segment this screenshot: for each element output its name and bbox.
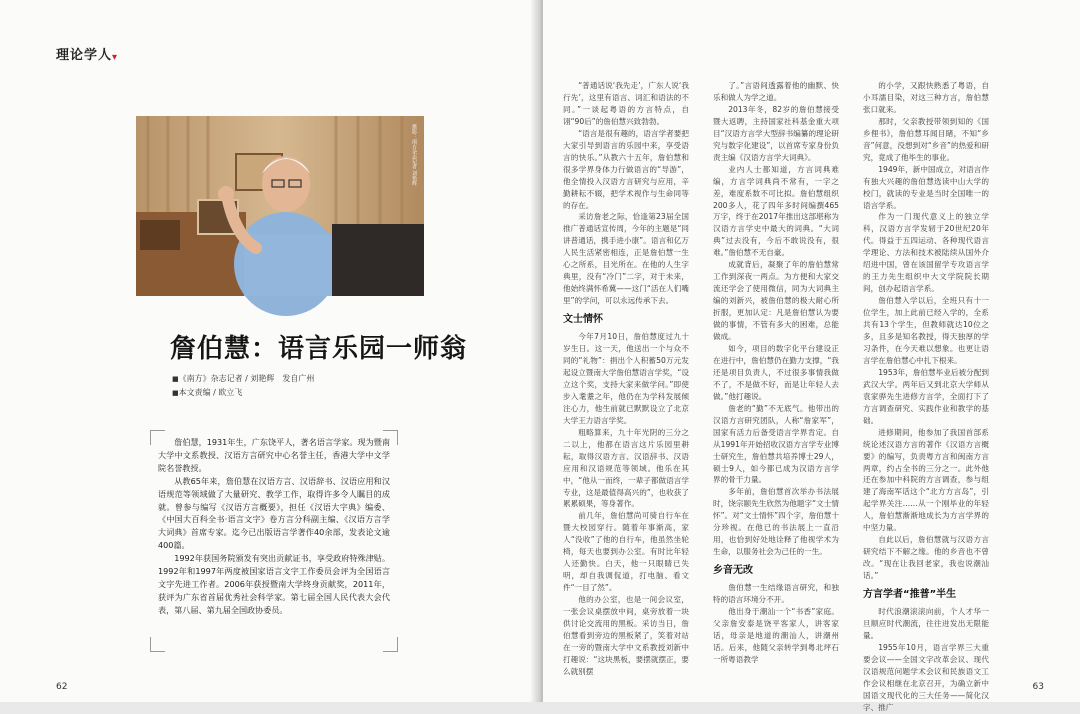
text-column [863, 80, 989, 712]
section-heading: 乡音无改 [713, 565, 753, 577]
corner-bracket-icon [150, 637, 165, 652]
body-paragraph: 粗略算来，九十年光阴的三分之二以上，他都在语言这片乐园里耕耘，取得汉语方言、汉语辞书、汉语应用和汉语规范等领域。他乐在其中，“他从一而终，一辈子都做语言学专业，这是最值得高兴的”，也收获了累累硕果，等身著作。 [563, 427, 689, 509]
body-paragraph: 1955年10月，语言学界三大重要会议——全国文字改革会议、现代汉语规范问题学术会议和民族语文工作会议相继在北京召开，为确立新中国语文现代化的三大任务——简化汉字、推广 [863, 642, 989, 712]
page-number-left: 62 [56, 682, 68, 692]
page-number-right: 63 [1032, 682, 1044, 692]
body-paragraph: 作为一门现代意义上的独立学科，汉语方言学发轫于20世纪20年代。得益于五四运动、各种现代语言学理论、方法和技术被陆续从国外介绍进中国，曾在该国留学专攻语言学的王力先生组织中大文学院院长期间，创办起语言学系。 [863, 212, 989, 294]
article-title: 詹伯慧：语言乐园一师翁 [170, 334, 468, 364]
body-paragraph: 前几年，詹伯慧尚可骑自行车在暨大校园穿行。随着年事渐高，家人“没收”了他的自行车，他虽然坐轮椅，每天也要到办公室。有时比年轻人还勤快。白天，他一只眼睛已失明，却自我调侃道，打电脑、看文件“一目了然”。 [563, 511, 689, 593]
body-paragraph: 多年前，詹伯慧首次举办书法展时，饶宗颐先生欣然为他题字“文士情怀”。对“文士情怀”四个字，詹伯慧十分珍视。在他已的书法展上一直沿用，也恰到好处地诠释了他视学术为生命，以服务社会为己任的一生。 [713, 487, 839, 557]
byline [172, 372, 314, 400]
photo-caption: 摄影：南方杂志记者 刘艳辉 [411, 124, 417, 186]
body-paragraph: 如今，项目的数字化平台建设正在进行中，詹伯慧仍在勤力支撑，“我还是项目负责人，不过很多事情我做不了，不是做不好，而是让年轻人去做。”他打趣说。 [713, 343, 839, 401]
byline-editor: 本文责编 / 欧立飞 [178, 388, 243, 397]
text-column [563, 80, 689, 676]
left-page [0, 0, 538, 702]
body-paragraph: 了。”言语间透露着他的幽默、快乐和做人为学之道。 [713, 81, 839, 102]
section-heading: 方言学者“推普”半生 [863, 589, 957, 601]
body-paragraph: 詹伯慧入学以后，全班只有十一位学生，加上此前已经入学的，全系共有13个学生，但教师就达10位之多，且多是知名教授，得天独厚的学习条件，在今天难以想象。也更让语言学在詹伯慧心中扎下根来。 [863, 296, 989, 365]
body-paragraph: 今年7月10日，詹伯慧度过九十岁生日。这一天，他送出一个与众不同的“礼物”：捐出个人积蓄50万元发起设立暨南大学詹伯慧语言学奖，“设立这个奖，支持大家来做学问。”即使步入耄耋之年，他仍在为学科发展倾注心力，他生前就已默默设立了北京大学王力语言学奖。 [563, 332, 689, 425]
corner-bracket-icon [383, 430, 398, 445]
body-paragraph: 的小学，又跟快熟悉了粤语，自小耳濡目染，对这三种方言，詹伯慧张口就来。 [863, 81, 989, 114]
square-bullet-icon: ■ [172, 375, 179, 383]
body-paragraph: “语言是很有趣的，语言学者要把大家引导到语言的乐园中来，享受语言的快乐。”从教六十五年，詹伯慧和很多学界身体力行做语言的“导游”，他全情投入汉语方言研究与应用，辛勤耕耘不辍，把学术视作与生命同等的存在。 [563, 128, 689, 210]
portrait-photo [136, 116, 424, 296]
section-tag: 理论学人▾ [56, 48, 119, 63]
section-mark-icon: ▾ [112, 52, 119, 63]
bio-paragraph: 1992年获国务院颁发有突出贡献证书，享受政府特殊津贴。1992年和1997年两度被国家语言文字工作委员会评为全国语言文字先进工作者。2006年获授暨南大学终身贡献奖，2011年，获评为广东省首届优秀社会科学家。第七届全国人民代表大会代表，第八届、第九届全国政协委员。 [158, 553, 390, 615]
body-paragraph: 2013年冬，82岁的詹伯慧接受暨大返聘，主持国家社科基金重大项目“汉语方言学大型辞书编纂的理论研究与数字化建设”，以首席专家身份负责主编《汉语方言学大词典》。 [713, 104, 839, 162]
body-paragraph: 自此以后，詹伯慧就与汉语方言研究结下不解之缘。他的乡音也不曾改。“现在让我回老家，我也说潮汕话。” [863, 535, 989, 581]
right-page [543, 0, 1080, 712]
body-paragraph: 业内人士都知道，方言词典难编，方言学词典尚不常有，一字之差，难度系数不可比拟。詹伯慧组织200多人，花了四年多时间编撰465万字，终于在2017年推出这部堪称为汉语方言学史中最大的词典。“大词典”过去没有，今后不敢说没有，很难。”詹伯慧不无自豪。 [713, 164, 839, 258]
body-paragraph: 那时，父亲教授带领到知的《国乡俚书》，詹伯慧耳闻目睹，不知“乡音”何意，没想到对“乡音”的热爱和研究，竟成了他毕生的事业。 [863, 116, 989, 162]
bio-paragraph: 从教65年来，詹伯慧在汉语方言、汉语辞书、汉语应用和汉语规范等领域做了大量研究、教学工作，取得许多令人瞩目的成就。曾参与编写《汉语方言概要》，担任《汉语大字典》编委、《中国大百科全书·语言文字》卷方言分科副主编、《汉语方言学大词典》首席专家。迄今已出版语言学著作40余部，发表论文逾400篇。 [158, 475, 390, 551]
section-heading: 文士情怀 [563, 314, 603, 326]
square-bullet-icon: ■ [172, 389, 179, 397]
body-paragraph: 詹伯慧一生结缘语言研究，和独特的语言环境分不开。 [713, 583, 839, 605]
bio-box [158, 436, 390, 646]
corner-bracket-icon [150, 430, 165, 445]
body-paragraph: 采访詹老之际，恰逢第23届全国推广普通话宣传周，今年的主题是“同讲普通话，携手进小康”。语言和亿万人民生活紧密相连，正是詹伯慧一生心之所系，目光所在。在他的人生字典里，没有“冷门”二字，对于未来，他始终满怀希冀——这门“活在人们嘴里”的学问，可以永远传承下去。 [563, 212, 689, 306]
body-paragraph: 成就背后，凝聚了年的詹伯慧常工作到深夜一两点。为方便和大家交流还学会了使用微信，同为大词典主编的刘新兴，被詹伯慧的极大耐心所折服，更加认定：凡是詹伯慧认为要做的事情，不管有多大的困难，总能做成。 [713, 260, 839, 342]
body-paragraph: 詹老的“勤”不无底气。他带出的汉语方言研究团队，人称“詹家军”，国家有活力后备受语言学界肯定。自从1991年开始招收汉语方言学专业博士研究生，詹伯慧共培养博士29人，硕士9人，如今都已成为汉语方言学界的骨干力量。 [713, 403, 839, 485]
body-paragraph: 1953年，詹伯慧毕业后被分配到武汉大学。两年后又到北京大学师从袁家骅先生进修方言学，全面打下了方言调查研究、实践作业和教学的基础。 [863, 367, 989, 425]
bio-paragraph: 詹伯慧，1931年生，广东饶平人，著名语言学家。现为暨南大学中文系教授、汉语方言研究中心名誉主任，香港大学中文学院名誉教授。 [158, 437, 390, 473]
body-paragraph: 进修期间，他参加了我国首部系统论述汉语方言的著作《汉语方言概要》的编写，负责粤方言和闽南方言两章，约占全书的三分之一。此外他还在参加中科院的方言调查，参与组建了海南军话这个“北方方言岛”，引起学界关注……从一个刚毕业的年轻人，詹伯慧渐渐地成长为方言学界的中坚力量。 [863, 427, 989, 533]
body-paragraph: 时代浪潮滚滚向前，个人才华一旦顺应时代潮流，往往迸发出无限能量。 [863, 607, 989, 640]
text-column [713, 80, 839, 676]
byline-reporter: 《南方》杂志记者 / 刘艳辉 发自广州 [178, 374, 315, 383]
body-paragraph: 1949年，新中国成立，对语言作有独大兴趣的詹伯慧选读中山大学的校门，就读的专业是当时全国唯一的语言学系。 [863, 164, 989, 210]
body-paragraph: 他的办公室，也是一间会议室，一张会议桌摆放中间，桌旁放着一块供讨论交流用的黑板。采访当日，詹伯慧看到旁边的黑板紧了，笑着对站在一旁的暨南大学中文系教授刘新中打趣说：“这块黑板，要摆就摆正，要么就别摆 [563, 595, 689, 676]
corner-bracket-icon [383, 637, 398, 652]
body-paragraph: 他出身于潮汕一个“书香”家庭。父亲詹安泰是饶平客家人，讲客家话，母亲是地道的潮汕人，讲潮州话。后来，他随父亲转学到粤北坪石一所粤语教学 [713, 607, 839, 664]
body-paragraph: “普通话说‘我先走’，广东人说‘我行先’，这里有语言、词汇和语法的不同。”一谈起粤语的方言特点，自诩“90后”的詹伯慧兴致勃勃。 [563, 81, 689, 126]
